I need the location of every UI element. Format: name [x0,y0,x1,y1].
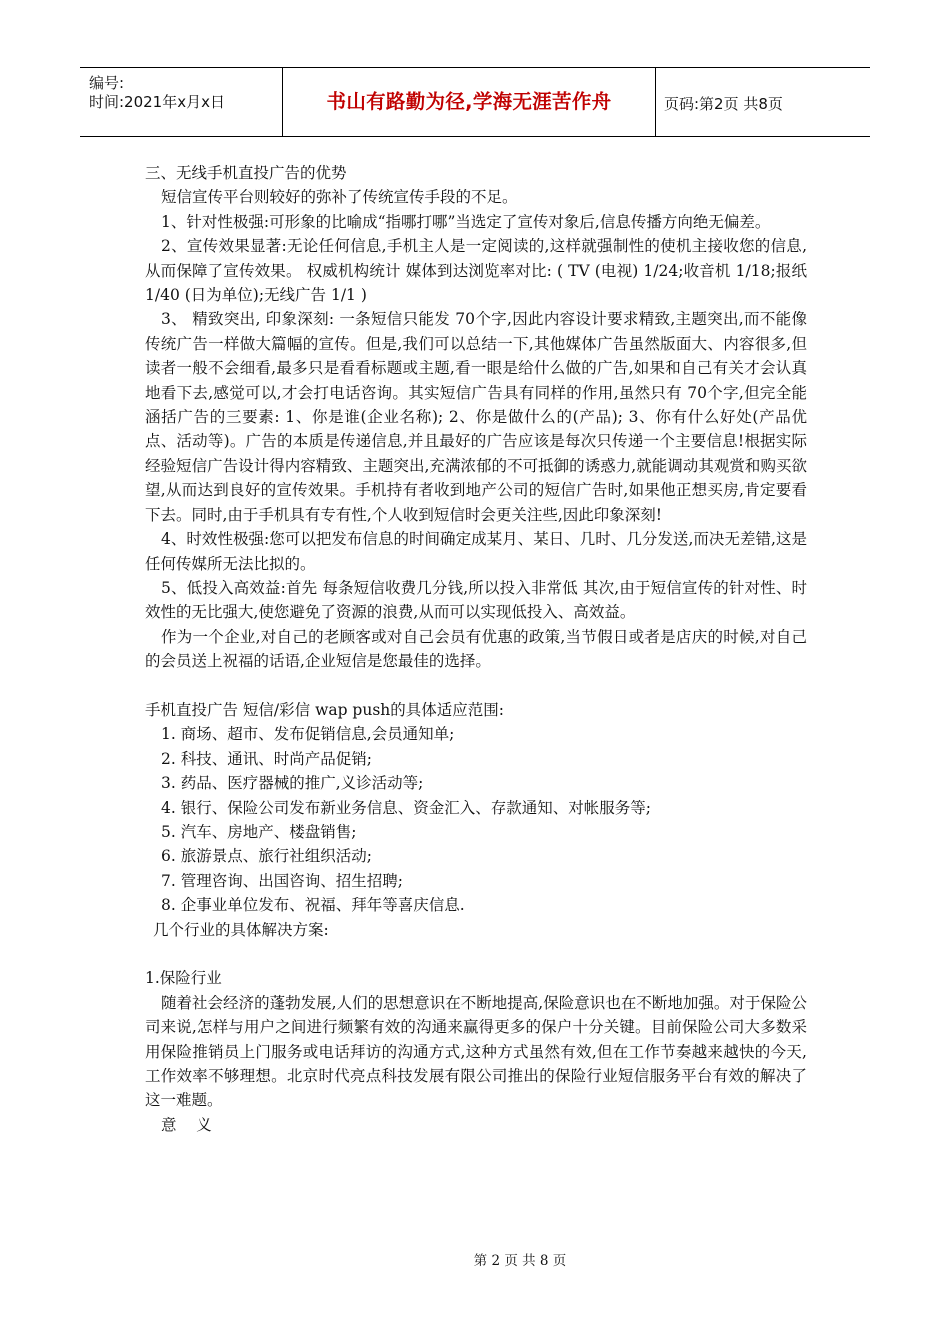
header-motto: 书山有路勤为径,学海无涯苦作舟 [283,68,656,136]
list-item: 2. 科技、通讯、时尚产品促销; [161,749,372,768]
list-item: 5. 汽车、房地产、楼盘销售; [161,822,357,841]
list-item: 1. 商场、超市、发布促销信息,会员通知单; [161,725,455,744]
list-item: 4. 银行、保险公司发布新业务信息、资金汇入、存款通知、对帐服务等; [161,798,651,817]
paragraph: 短信宣传平台则较好的弥补了传统宣传手段的不足。 [161,188,518,207]
subsection-heading: 1.保险行业 [145,969,222,988]
paragraph: 2、宣传效果显著:无论任何信息,手机主人是一定阅读的,这样就强制性的使机主接收您的信息,从而保障了宣传效果。 权威机构统计 媒体到达浏览率对比: ( TV (电视) 1/24;收音机 1/18;报纸 1/40 (日为单位);无线广告 1/1 ) [145,237,807,305]
paragraph: 5、低投入高效益:首先 每条短信收费几分钱,所以投入非常低 其次,由于短信宣传的针对性、时效性的无比强大,使您避免了资源的浪费,从而可以实现低投入、高效益。 [145,578,807,622]
page-header [80,67,870,137]
list-item: 3. 药品、医疗器械的推广,义诊活动等; [161,774,424,793]
paragraph: 1、针对性极强:可形象的比喻成“指哪打哪”当选定了宣传对象后,信息传播方向绝无偏差。 [161,212,771,231]
paragraph: 几个行业的具体解决方案: [153,920,329,939]
section-heading: 三、无线手机直投广告的优势 [145,164,347,182]
paragraph: 随着社会经济的蓬勃发展,人们的思想意识在不断地提高,保险意识也在不断地加强。对于保险公司来说,怎样与用户之间进行频繁有效的沟通来赢得更多的保户十分关键。目前保险公司大多数采用保险推销员上门服务或电话拜访的沟通方式,这种方式虽然有效,但在工作节奏越来越快的今天,工作效率不够理想。北京时代亮点科技发展有限公司推出的保险行业短信服务平台有效的解决了这一难题。 [145,993,807,1110]
header-meta-cell [80,68,283,136]
paragraph: 4、时效性极强:您可以把发布信息的时间确定成某月、某日、几时、几分发送,而决无差错,这是任何传媒所无法比拟的。 [145,530,807,573]
document-number-label: 编号: [89,74,125,92]
paragraph: 3、 精致突出, 印象深刻: 一条短信只能发 70个字,因此内容设计要求精致,主题突出,而不能像传统广告一样做大篇幅的宣传。但是,我们可以总结一下,其他媒体广告虽然版面大、内容很多,但读者一般不会细看,最多只是看看标题或主题,看一眼是给什么做的广告,如果和自己有关才会认真地看下去,感觉可以,才会打电话咨询。其实短信广告具有同样的作用,虽然只有 70个字,但完全能涵括广告的三要素: 1、你是谁(企业名称); 2、你是做什么的(产品); 3、你有什么好处(产品优点、活动等)。广告的本质是传递信息,并且最好的广告应该是每次只传递一个主要信息!根据实际经验短信广告设计得内容精致、主题突出,充满浓郁的不可抵御的诱惑力,就能调动其观赏和购买欲望,从而达到良好的宣传效果。手机持有者收到地产公司的短信广告时,如果他正想买房,肯定要看下去。同时,由于手机具有专有性,个人收到短信时会更关注些,因此印象深刻! [145,310,807,524]
document-date: 时间:2021年x月x日 [89,93,225,111]
list-heading: 手机直投广告 短信/彩信 wap push的具体适应范围: [145,700,504,719]
list-item: 8. 企事业单位发布、祝福、拜年等喜庆信息. [161,896,465,915]
subsection-label: 意 义 [161,1115,212,1134]
paragraph: 作为一个企业,对自己的老顾客或对自己会员有优惠的政策,当节假日或者是店庆的时候,对自己的会员送上祝福的话语,企业短信是您最佳的选择。 [145,627,807,671]
header-page-info: 页码:第2页 共8页 [664,95,783,113]
document-body [145,161,807,1137]
spacer [145,942,807,966]
page-footer: 第 2 页 共 8 页 [473,1253,567,1269]
list-item: 7. 管理咨询、出国咨询、招生招聘; [161,871,403,890]
application-scope-list [145,722,807,917]
spacer [145,674,807,698]
list-item: 6. 旅游景点、旅行社组织活动; [161,847,372,866]
